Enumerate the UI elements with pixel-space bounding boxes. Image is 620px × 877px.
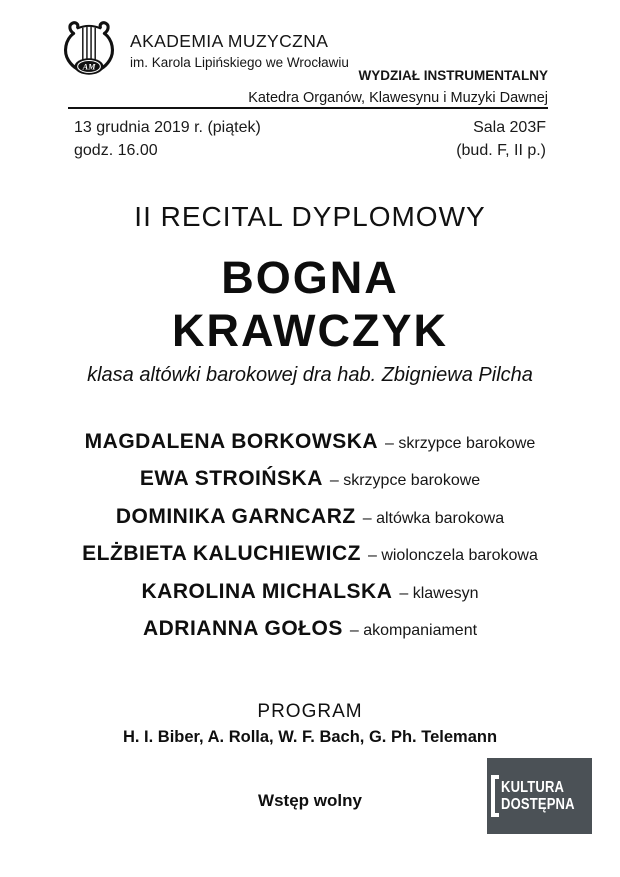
chair-name: Katedra Organów, Klawesynu i Muzyki Dawnej: [248, 90, 548, 106]
musician-role: – skrzypce barokowe: [385, 435, 536, 452]
ensemble-list: [0, 424, 620, 648]
header-divider: [68, 107, 548, 109]
soloist-last-name: KRAWCZYK: [172, 305, 448, 356]
ensemble-row: [0, 574, 620, 611]
ensemble-row: [0, 424, 620, 461]
event-room: Sala 203F: [473, 119, 546, 136]
musician-role: – skrzypce barokowe: [329, 472, 481, 490]
logo-monogram: AM: [82, 62, 96, 72]
ensemble-row: [0, 499, 620, 536]
event-building: (bud. F, II p.): [456, 142, 546, 159]
kultura-line: KULTURA: [500, 779, 564, 796]
event-date: 13 grudnia 2019 r. (piątek): [74, 119, 261, 136]
academy-name: AKADEMIA MUZYCZNA: [130, 31, 329, 51]
location-block: [456, 116, 546, 162]
musician-role: – klawesyn: [399, 584, 479, 602]
program-composers: H. I. Biber, A. Rolla, W. F. Bach, G. Ph. Telemann: [122, 728, 498, 746]
musician-name: MAGDALENA BORKOWSKA: [84, 430, 379, 453]
program-block: [0, 701, 620, 747]
ensemble-row: [0, 611, 620, 648]
musician-name: EWA STROIŃSKA: [139, 467, 323, 491]
soloist-first-name: BOGNA: [221, 252, 399, 303]
musician-role: – wiolonczela barokowa: [367, 547, 538, 565]
program-heading: PROGRAM: [257, 701, 363, 722]
faculty-name: WYDZIAŁ INSTRUMENTALNY: [358, 68, 548, 83]
admission-note: Wstęp wolny: [258, 791, 362, 810]
musician-name: ADRIANNA GOŁOS: [142, 617, 343, 641]
bracket-icon: [491, 775, 499, 817]
kultura-dostepna-label: [501, 779, 575, 813]
musician-name: KAROLINA MICHALSKA: [141, 579, 393, 603]
dostepna-line: DOSTĘPNA: [500, 796, 575, 813]
recital-title: II RECITAL DYPLOMOWY: [134, 201, 486, 232]
musician-role: – akompaniament: [349, 622, 478, 640]
ensemble-row: [0, 536, 620, 573]
event-time: godz. 16.00: [74, 142, 158, 159]
musician-name: DOMINIKA GARNCARZ: [115, 504, 356, 528]
department-block: [248, 65, 548, 109]
musician-name: ELŻBIETA KALUCHIEWICZ: [82, 542, 361, 566]
class-line: klasa altówki barokowej dra hab. Zbigniewa Pilcha: [87, 364, 533, 386]
ensemble-row: [0, 461, 620, 498]
kultura-dostepna-logo: [487, 758, 592, 834]
musician-role: – altówka barokowa: [362, 509, 505, 527]
lyre-logo-icon: [56, 19, 122, 85]
academy-subtitle: im. Karola Lipińskiego we Wrocławiu: [130, 55, 349, 70]
soloist-name: [0, 251, 620, 357]
date-time-block: [74, 116, 261, 162]
